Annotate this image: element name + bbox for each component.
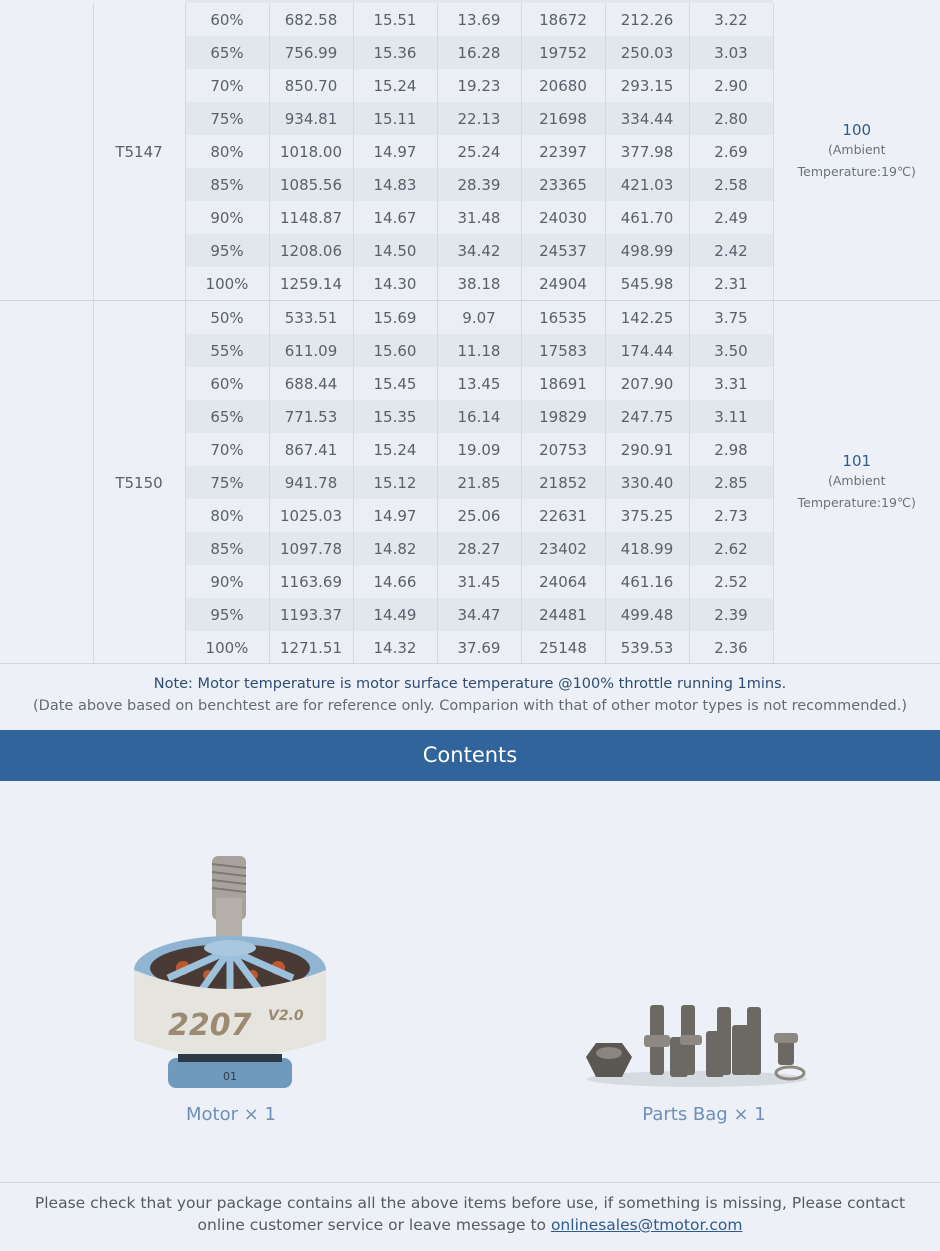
table-cell: 293.15 [605,69,689,102]
table-cell: 20680 [521,69,605,102]
table-cell: 65% [185,400,269,433]
table-cell: 24064 [521,565,605,598]
table-cell: 3.75 [689,301,773,335]
table-cell: 15.60 [353,334,437,367]
performance-table [0,3,940,664]
table-cell: 15.51 [353,3,437,36]
table-cell: 2.62 [689,532,773,565]
table-cell: 23402 [521,532,605,565]
table-cell: 290.91 [605,433,689,466]
svg-text:V2.0: V2.0 [268,1008,304,1024]
table-cell: 421.03 [605,168,689,201]
table-cell: 15.69 [353,301,437,335]
table-cell: 95% [185,598,269,631]
svg-text:2207: 2207 [168,1008,252,1043]
table-cell: 25.06 [437,499,521,532]
table-cell: 3.50 [689,334,773,367]
table-cell: 37.69 [437,631,521,664]
table-cell: 3.31 [689,367,773,400]
table-cell: 9.07 [437,301,521,335]
table-cell: 461.16 [605,565,689,598]
table-cell: 21.85 [437,466,521,499]
table-cell: 14.82 [353,532,437,565]
temperature-cell [773,3,940,301]
table-cell: 212.26 [605,3,689,36]
table-cell: 418.99 [605,532,689,565]
table-cell: 3.11 [689,400,773,433]
table-cell: 19.23 [437,69,521,102]
table-cell: 13.69 [437,3,521,36]
table-cell: 756.99 [269,36,353,69]
table-cell: 2.73 [689,499,773,532]
table-cell: 545.98 [605,267,689,301]
table-cell: 15.24 [353,69,437,102]
table-cell: 377.98 [605,135,689,168]
table-cell: 13.45 [437,367,521,400]
table-cell: 174.44 [605,334,689,367]
propeller-cell: T5150 [93,301,185,665]
table-cell: 24030 [521,201,605,234]
table-cell: 498.99 [605,234,689,267]
table-cell: 19829 [521,400,605,433]
table-cell: 22397 [521,135,605,168]
table-cell: 3.03 [689,36,773,69]
table-cell: 941.78 [269,466,353,499]
table-cell: 2.31 [689,267,773,301]
table-cell: 461.70 [605,201,689,234]
table-cell: 14.50 [353,234,437,267]
table-cell: 24537 [521,234,605,267]
table-cell: 14.97 [353,135,437,168]
table-cell: 1193.37 [269,598,353,631]
table-cell: 24904 [521,267,605,301]
table-cell: 18672 [521,3,605,36]
table-row [0,3,940,36]
table-cell: 1148.87 [269,201,353,234]
temperature-cell [773,301,940,665]
table-cell: 2.39 [689,598,773,631]
table-cell: 75% [185,466,269,499]
table-cell: 16.14 [437,400,521,433]
table-cell: 21852 [521,466,605,499]
table-cell: 14.30 [353,267,437,301]
table-cell: 38.18 [437,267,521,301]
table-cell: 15.11 [353,102,437,135]
table-cell: 1208.06 [269,234,353,267]
table-cell: 31.45 [437,565,521,598]
table-cell: 2.80 [689,102,773,135]
table-cell: 90% [185,201,269,234]
ambient-temperature: Temperature:19℃) [797,163,916,179]
parts-bag-image [582,995,812,1094]
table-cell: 14.97 [353,499,437,532]
svg-text:01: 01 [223,1070,237,1083]
table-cell: 330.40 [605,466,689,499]
table-cell: 14.67 [353,201,437,234]
table-cell: 375.25 [605,499,689,532]
table-cell: 80% [185,499,269,532]
table-cell: 14.32 [353,631,437,664]
table-cell: 14.83 [353,168,437,201]
table-cell: 499.48 [605,598,689,631]
table-cell: 1259.14 [269,267,353,301]
table-cell: 34.47 [437,598,521,631]
table-cell: 25148 [521,631,605,664]
table-cell: 70% [185,433,269,466]
table-cell: 85% [185,168,269,201]
table-cell: 11.18 [437,334,521,367]
table-cell: 539.53 [605,631,689,664]
table-cell: 334.44 [605,102,689,135]
blank-cell [0,301,93,665]
table-cell: 611.09 [269,334,353,367]
table-cell: 100% [185,631,269,664]
table-cell: 1097.78 [269,532,353,565]
table-cell: 14.49 [353,598,437,631]
table-cell: 2.90 [689,69,773,102]
ambient-temperature: Temperature:19℃) [797,494,916,510]
table-cell: 23365 [521,168,605,201]
motor-image [128,850,333,1099]
table-cell: 22631 [521,499,605,532]
table-cell: 533.51 [269,301,353,335]
table-cell: 14.66 [353,565,437,598]
table-cell: 16.28 [437,36,521,69]
table-cell: 867.41 [269,433,353,466]
table-cell: 60% [185,367,269,400]
table-cell: 19.09 [437,433,521,466]
table-cell: 50% [185,301,269,335]
table-cell: 1163.69 [269,565,353,598]
table-cell: 2.49 [689,201,773,234]
table-cell: 2.58 [689,168,773,201]
table-cell: 100% [185,267,269,301]
table-cell: 2.36 [689,631,773,664]
table-cell: 2.85 [689,466,773,499]
table-cell: 15.24 [353,433,437,466]
table-cell: 95% [185,234,269,267]
table-cell: 34.42 [437,234,521,267]
table-cell: 682.58 [269,3,353,36]
footer-text: Please check that your package contains all the above items before use, if something is missing, Please contact online customer service or leave message to [34,1194,906,1234]
table-cell: 142.25 [605,301,689,335]
table-cell: 850.70 [269,69,353,102]
table-cell: 25.24 [437,135,521,168]
temperature-note: Note: Motor temperature is motor surface temperature @100% throttle running 1mins. [153,676,787,692]
table-cell: 18691 [521,367,605,400]
table-cell: 2.69 [689,135,773,168]
table-cell: 3.22 [689,3,773,36]
table-cell: 688.44 [269,367,353,400]
temperature-value: 100 [842,120,872,139]
motor-caption: Motor × 1 [186,1104,276,1125]
table-cell: 1085.56 [269,168,353,201]
temperature-value: 101 [842,451,872,470]
table-cell: 70% [185,69,269,102]
ambient-note: (Ambient [827,472,886,488]
contents-banner: Contents [0,730,940,781]
table-cell: 60% [185,3,269,36]
table-cell: 15.12 [353,466,437,499]
table-bottom-border [0,663,940,664]
table-cell: 20753 [521,433,605,466]
table-cell: 90% [185,565,269,598]
table-cell: 15.35 [353,400,437,433]
table-cell: 65% [185,36,269,69]
table-cell: 80% [185,135,269,168]
table-cell: 21698 [521,102,605,135]
table-cell: 2.98 [689,433,773,466]
table-cell: 1025.03 [269,499,353,532]
ambient-note: (Ambient [827,141,886,157]
table-cell: 31.48 [437,201,521,234]
table-cell: 16535 [521,301,605,335]
blank-cell [0,3,93,301]
table-cell: 75% [185,102,269,135]
table-cell: 28.39 [437,168,521,201]
table-cell: 24481 [521,598,605,631]
table-cell: 55% [185,334,269,367]
table-cell: 207.90 [605,367,689,400]
table-cell: 247.75 [605,400,689,433]
table-cell: 15.36 [353,36,437,69]
table-cell: 250.03 [605,36,689,69]
footer-message [30,1192,910,1236]
table-cell: 15.45 [353,367,437,400]
table-cell: 2.42 [689,234,773,267]
table-cell: 19752 [521,36,605,69]
table-cell: 22.13 [437,102,521,135]
footer-divider [0,1182,940,1183]
disclaimer-note: (Date above based on benchtest are for reference only. Comparion with that of other motor types is not recommended.) [33,698,907,714]
table-cell: 85% [185,532,269,565]
table-cell: 771.53 [269,400,353,433]
table-cell: 934.81 [269,102,353,135]
support-email-link[interactable]: onlinesales@tmotor.com [550,1216,743,1234]
table-cell: 28.27 [437,532,521,565]
table-cell: 1271.51 [269,631,353,664]
propeller-cell: T5147 [93,3,185,301]
table-cell: 2.52 [689,565,773,598]
table-cell: 17583 [521,334,605,367]
parts-bag-caption: Parts Bag × 1 [642,1104,766,1125]
table-cell: 1018.00 [269,135,353,168]
table-row [0,301,940,335]
